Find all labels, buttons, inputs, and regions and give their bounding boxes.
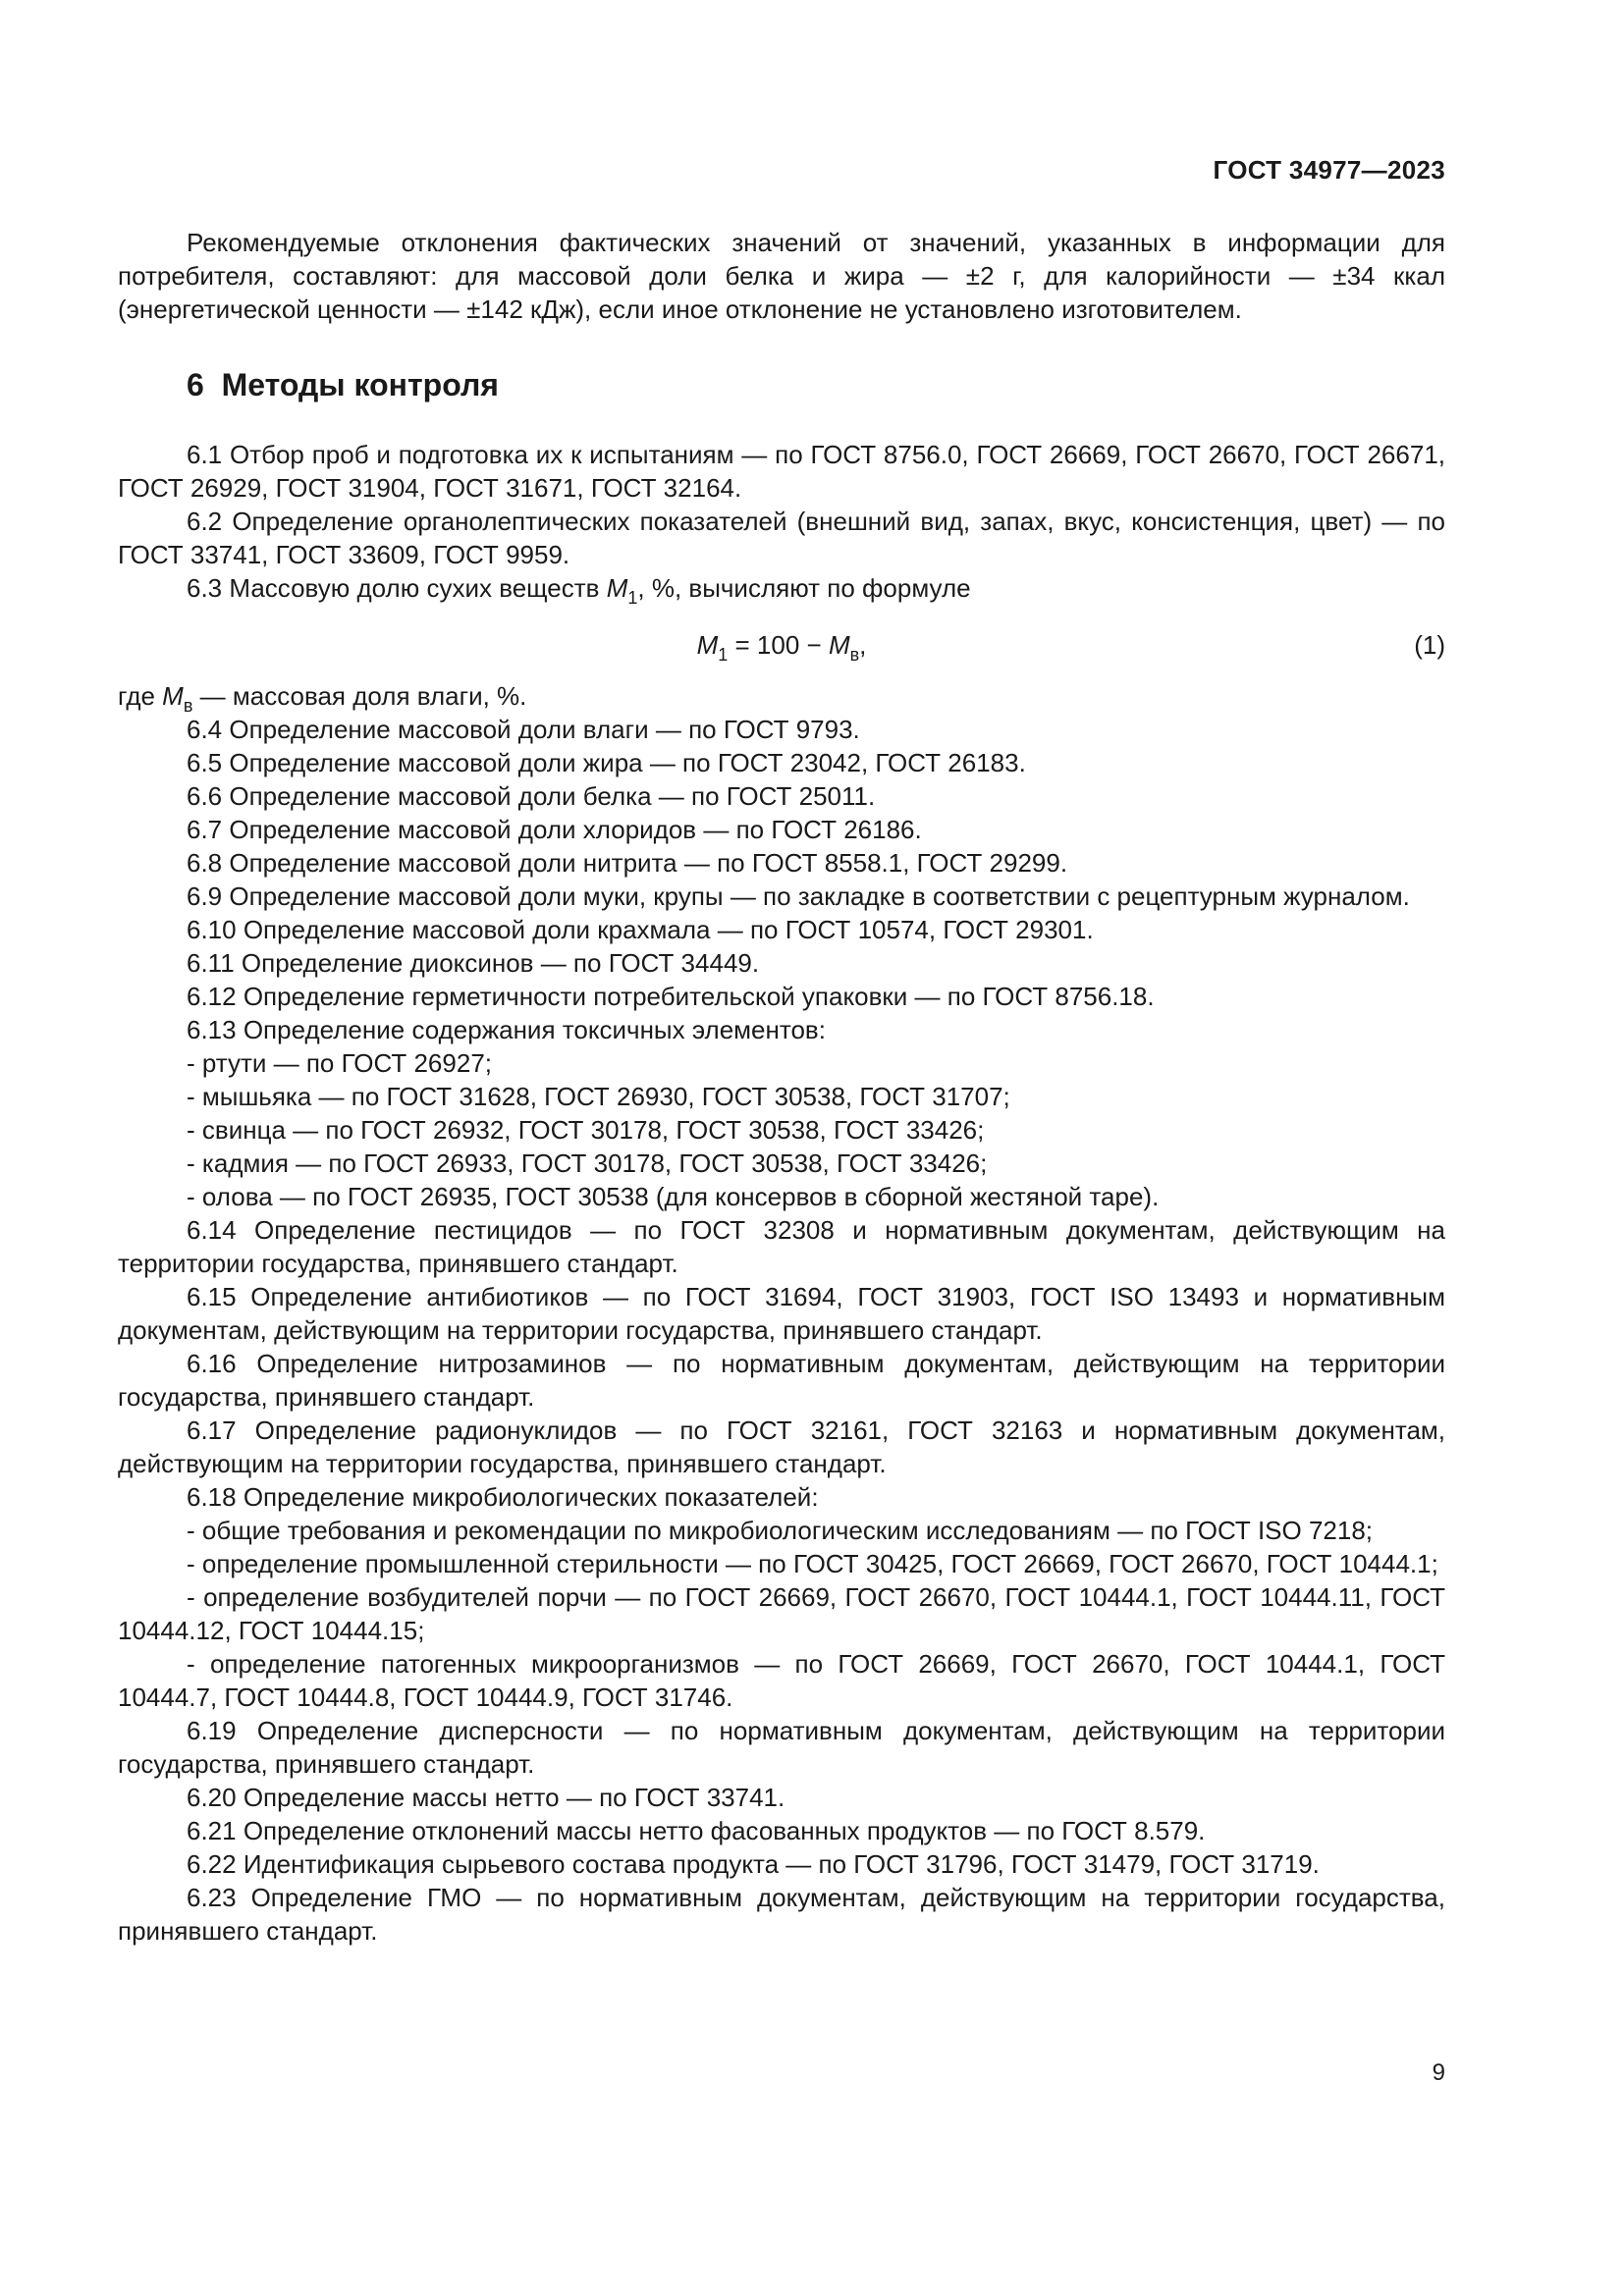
item-6-16: 6.16 Определение нитрозаминов — по нормативным документам, действующим на территории государства, принявшего стандарт. <box>118 1349 1445 1412</box>
item-6-9: 6.9 Определение массовой доли муки, крупы — по закладке в соответствии с рецептурным журналом. <box>187 881 1410 911</box>
item-6-23: 6.23 Определение ГМО — по нормативным документам, действующим на территории государства, принявшего стандарт. <box>118 1883 1445 1946</box>
page-content <box>118 226 1445 1948</box>
item-6-21: 6.21 Определение отклонений массы нетто фасованных продуктов — по ГОСТ 8.579. <box>187 1816 1206 1845</box>
list-item: - олова — по ГОСТ 26935, ГОСТ 30538 (для консервов в сборной жестяной таре). <box>187 1182 1160 1211</box>
formula-lhs-sub: 1 <box>718 645 729 665</box>
item-6-14: 6.14 Определение пестицидов — по ГОСТ 32308 и нормативным документам, действующим на территории государства, принявшего стандарт. <box>118 1215 1445 1278</box>
item-6-3-after: , %, вычисляют по формуле <box>637 573 971 603</box>
formula-tail: , <box>859 630 867 660</box>
item-6-20: 6.20 Определение массы нетто — по ГОСТ 33741. <box>187 1783 785 1812</box>
where-text: — массовая доля влаги, %. <box>192 681 527 711</box>
item-6-8: 6.8 Определение массовой доли нитрита — по ГОСТ 8558.1, ГОСТ 29299. <box>187 848 1068 878</box>
formula-number: (1) <box>1414 630 1445 660</box>
where-prefix: где <box>118 681 163 711</box>
item-6-17: 6.17 Определение радионуклидов — по ГОСТ 32161, ГОСТ 32163 и нормативным документам, действующим на территории государства, принявшего стандарт. <box>118 1415 1445 1478</box>
list-item: - определение промышленной стерильности — по ГОСТ 30425, ГОСТ 26669, ГОСТ 26670, ГОСТ 10444.1; <box>187 1549 1438 1578</box>
intro-paragraph: Рекомендуемые отклонения фактических значений от значений, указанных в информации для потребителя, составляют: для массовой доли белка и жира — ±2 г, для калорийности — ±34 ккал (энергетической ценности — ±142 кДж), если иное отклонение не установлено изготовителем. <box>118 228 1445 324</box>
item-6-1: 6.1 Отбор проб и подготовка их к испытаниям — по ГОСТ 8756.0, ГОСТ 26669, ГОСТ 26670, ГОСТ 26671, ГОСТ 26929, ГОСТ 31904, ГОСТ 31671, ГОСТ 32164. <box>118 440 1445 503</box>
item-6-3 <box>118 571 1445 608</box>
item-6-3-var: M <box>606 573 628 603</box>
item-6-5: 6.5 Определение массовой доли жира — по ГОСТ 23042, ГОСТ 26183. <box>187 748 1026 777</box>
formula-lhs-var: M <box>696 630 719 660</box>
formula-where <box>118 679 1445 716</box>
item-6-13: 6.13 Определение содержания токсичных элементов: <box>187 1015 826 1044</box>
item-6-11: 6.11 Определение диоксинов — по ГОСТ 34449. <box>187 948 760 978</box>
section-title: Методы контроля <box>221 367 499 402</box>
formula-1 <box>118 628 1445 665</box>
item-6-12: 6.12 Определение герметичности потребительской упаковки — по ГОСТ 8756.18. <box>187 982 1155 1011</box>
item-6-7: 6.7 Определение массовой доли хлоридов — по ГОСТ 26186. <box>187 815 922 844</box>
item-6-3-sub: 1 <box>627 588 638 608</box>
list-item: - общие требования и рекомендации по микробиологическим исследованиям — по ГОСТ ISO 7218; <box>187 1516 1374 1545</box>
item-6-2: 6.2 Определение органолептических показателей (внешний вид, запах, вкус, консистенция, цвет) — по ГОСТ 33741, ГОСТ 33609, ГОСТ 9959. <box>118 507 1445 569</box>
item-6-18: 6.18 Определение микробиологических показателей: <box>187 1482 819 1512</box>
section-number: 6 <box>187 367 204 402</box>
item-6-4: 6.4 Определение массовой доли влаги — по ГОСТ 9793. <box>187 715 860 744</box>
formula-expression <box>118 628 1445 665</box>
document-header: ГОСТ 34977—2023 <box>1213 155 1445 185</box>
list-item: - определение возбудителей порчи — по ГОСТ 26669, ГОСТ 26670, ГОСТ 10444.1, ГОСТ 10444.11, ГОСТ 10444.12, ГОСТ 10444.15; <box>118 1582 1445 1645</box>
item-6-3-before: 6.3 Массовую долю сухих веществ <box>187 573 607 603</box>
list-item: - свинца — по ГОСТ 26932, ГОСТ 30178, ГОСТ 30538, ГОСТ 33426; <box>187 1115 985 1145</box>
formula-rhs-sub: в <box>849 645 860 665</box>
item-6-10: 6.10 Определение массовой доли крахмала — по ГОСТ 10574, ГОСТ 29301. <box>187 915 1094 944</box>
item-6-6: 6.6 Определение массовой доли белка — по ГОСТ 25011. <box>187 781 876 811</box>
item-6-19: 6.19 Определение дисперсности — по нормативным документам, действующим на территории государства, принявшего стандарт. <box>118 1716 1445 1779</box>
where-sub: в <box>183 696 193 716</box>
item-6-15: 6.15 Определение антибиотиков — по ГОСТ 31694, ГОСТ 31903, ГОСТ ISO 13493 и нормативным документам, действующим на территории государства, принявшего стандарт. <box>118 1282 1445 1345</box>
list-item: - определение патогенных микроорганизмов — по ГОСТ 26669, ГОСТ 26670, ГОСТ 10444.1, ГОСТ 10444.7, ГОСТ 10444.8, ГОСТ 10444.9, ГОСТ 31746. <box>118 1649 1445 1712</box>
formula-rhs-var: M <box>828 630 850 660</box>
list-item: - мышьяка — по ГОСТ 31628, ГОСТ 26930, ГОСТ 30538, ГОСТ 31707; <box>187 1082 1010 1111</box>
where-var: M <box>162 681 184 711</box>
section-heading <box>187 365 1445 404</box>
list-item: - ртути — по ГОСТ 26927; <box>187 1048 492 1078</box>
formula-middle: = 100 − <box>728 630 829 660</box>
page-number: 9 <box>1432 2059 1445 2086</box>
item-6-22: 6.22 Идентификация сырьевого состава продукта — по ГОСТ 31796, ГОСТ 31479, ГОСТ 31719. <box>187 1849 1320 1879</box>
list-item: - кадмия — по ГОСТ 26933, ГОСТ 30178, ГОСТ 30538, ГОСТ 33426; <box>187 1148 988 1178</box>
